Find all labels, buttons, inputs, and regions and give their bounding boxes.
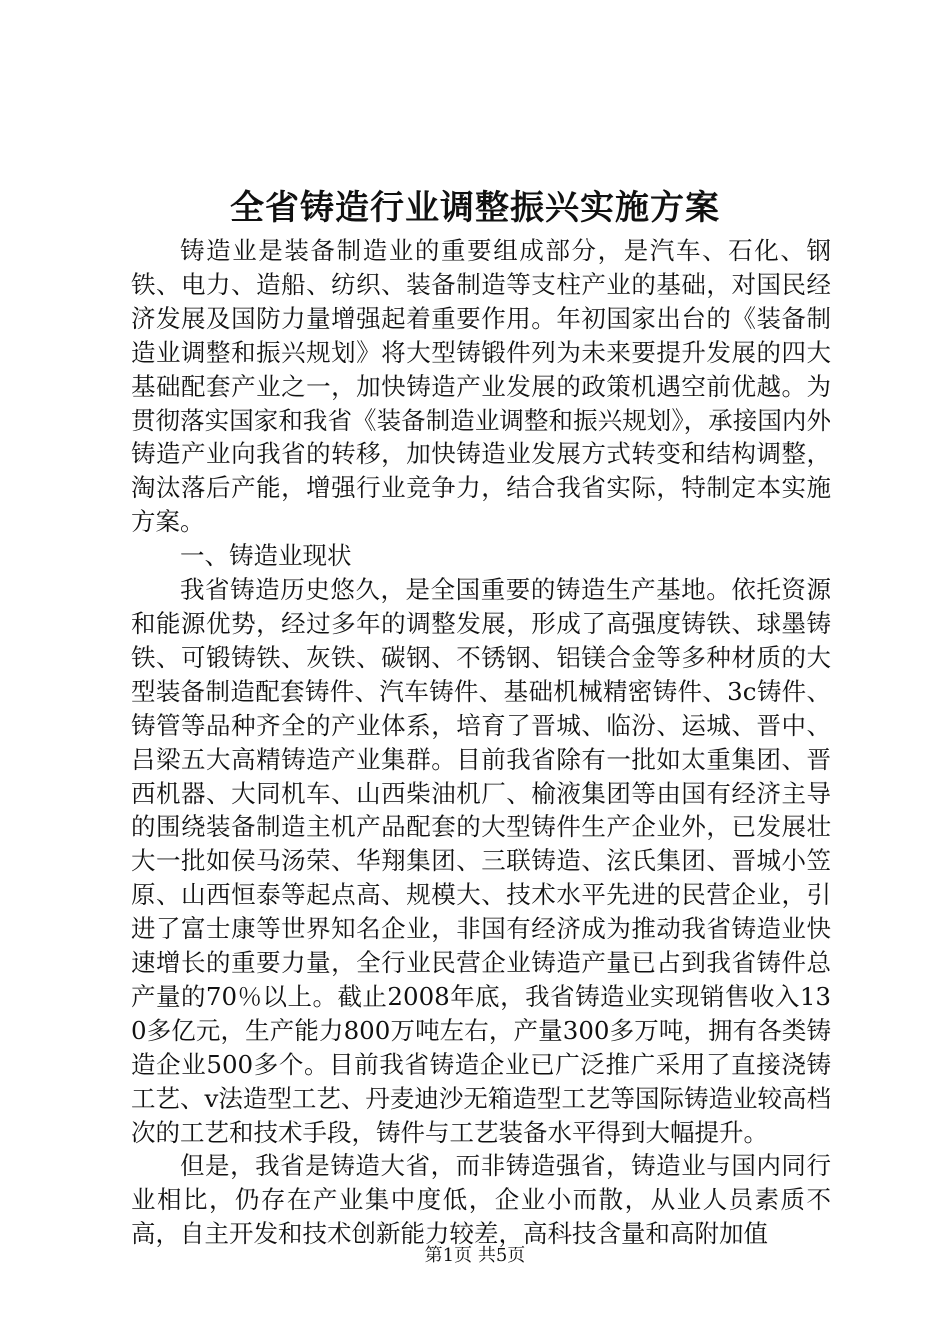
section-heading-status: 一、铸造业现状 — [180, 541, 352, 571]
paragraph-intro: 铸造业是装备制造业的重要组成部分，是汽车、石化、钢铁、电力、造船、纺织、装备制造等支柱产业的基础，对国民经济发展及国防力量增强起着重要作用。年初国家出台的《装备制造业调整和振兴规划》将大型铸锻件列为未来要提升发展的四大基础配套产业之一，加快铸造产业发展的政策机遇空前优越。为贯彻落实国家和我省《装备制造业调整和振兴规划》，承接国内外铸造产业向我省的转移，加快铸造业发展方式转变和结构调整，淘汰落后产能，增强行业竞争力，结合我省实际，特制定本实施方案。 — [131, 236, 831, 537]
document-title: 全省铸造行业调整振兴实施方案 — [230, 188, 720, 228]
document-body — [131, 234, 831, 1251]
paragraph-problems: 但是，我省是铸造大省，而非铸造强省，铸造业与国内同行业相比，仍存在产业集中度低，企业小而散，从业人员素质不高，自主开发和技术创新能力较差，高科技含量和高附加值 — [131, 1151, 831, 1249]
paragraph-status: 我省铸造历史悠久，是全国重要的铸造生产基地。依托资源和能源优势，经过多年的调整发展，形成了高强度铸铁、球墨铸铁、可锻铸铁、灰铁、碳钢、不锈钢、铝镁合金等多种材质的大型装备制造配套铸件、汽车铸件、基础机械精密铸件、3c铸件、铸管等品种齐全的产业体系，培育了晋城、临汾、运城、晋中、吕梁五大高精铸造产业集群。目前我省除有一批如太重集团、晋西机器、大同机车、山西柴油机厂、榆液集团等由国有经济主导的围绕装备制造主机产品配套的大型铸件生产企业外，已发展壮大一批如侯马汤荣、华翔集团、三联铸造、泫氏集团、晋城小笠原、山西恒泰等起点高、规模大、技术水平先进的民营企业，引进了富士康等世界知名企业，非国有经济成为推动我省铸造业快速增长的重要力量，全行业民营企业铸造产量已占到我省铸件总产量的70％以上。截止2008年底，我省铸造业实现销售收入130多亿元，生产能力800万吨左右，产量300多万吨，拥有各类铸造企业500多个。目前我省铸造企业已广泛推广采用了直接浇铸工艺、v法造型工艺、丹麦迪沙无箱造型工艺等国际铸造业较高档次的工艺和技术手段，铸件与工艺装备水平得到大幅提升。 — [131, 575, 831, 1147]
page-footer: 第1页 共5页 — [424, 1245, 526, 1266]
